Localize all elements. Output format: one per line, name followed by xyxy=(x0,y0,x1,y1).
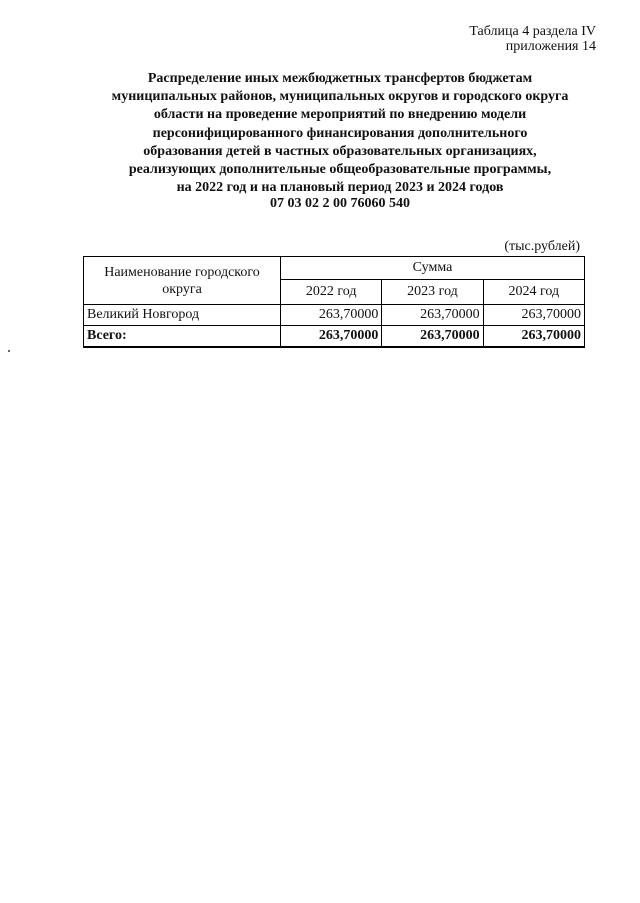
reference-line-1: Таблица 4 раздела IV xyxy=(469,24,596,39)
header-year-2023: 2023 год xyxy=(382,280,483,305)
header-year-2024: 2024 год xyxy=(483,280,584,305)
table-reference xyxy=(376,24,596,54)
row-value-2024: 263,70000 xyxy=(483,305,584,326)
title-line-5: образования детей в частных образовательных организациях, xyxy=(143,143,537,159)
table-total-row xyxy=(84,326,585,348)
title-line-6: реализующих дополнительные общеобразовательные программы, xyxy=(128,162,552,178)
row-value-2023: 263,70000 xyxy=(382,305,483,326)
budget-classification-code: 07 03 02 2 00 76060 540 xyxy=(270,196,410,211)
header-name: Наименование городского округа xyxy=(84,257,281,305)
header-sum: Сумма xyxy=(281,257,585,280)
table-header-row xyxy=(84,257,585,280)
total-value-2022: 263,70000 xyxy=(281,326,382,348)
total-label: Всего: xyxy=(84,326,281,348)
units-label: (тыс.рублей) xyxy=(504,239,580,254)
table-row xyxy=(84,305,585,326)
title-line-1: Распределение иных межбюджетных трансфертов бюджетам xyxy=(147,71,533,86)
title-line-4: персонифицированного финансирования дополнительного xyxy=(152,125,528,141)
title-line-2: муниципальных районов, муниципальных округов и городского округа xyxy=(111,89,569,105)
row-name: Великий Новгород xyxy=(84,305,281,326)
title-line-7: на 2022 год и на плановый период 2023 и 2024 годов xyxy=(176,180,504,196)
row-value-2022: 263,70000 xyxy=(281,305,382,326)
total-value-2023: 263,70000 xyxy=(382,326,483,348)
reference-line-2: приложения 14 xyxy=(505,39,596,54)
title-line-3: области на проведение мероприятий по внедрению модели xyxy=(153,107,527,123)
total-value-2024: 263,70000 xyxy=(483,326,584,348)
header-year-2022: 2022 год xyxy=(281,280,382,305)
document-title xyxy=(60,70,620,197)
distribution-table xyxy=(83,256,585,348)
scan-speck xyxy=(8,350,10,352)
